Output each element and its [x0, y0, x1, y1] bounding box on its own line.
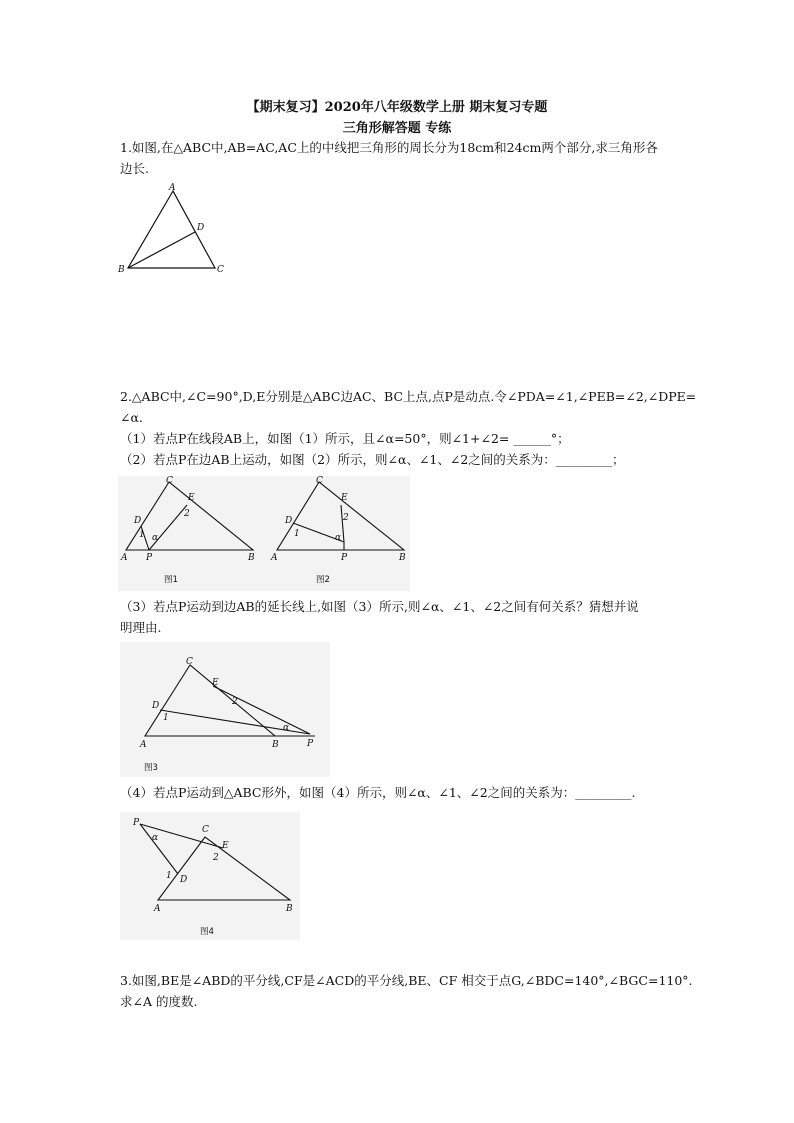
fig1-label-D: D — [134, 516, 142, 526]
fig1-angle-alpha: α — [152, 533, 159, 543]
fig4-angle-1: 1 — [166, 871, 172, 881]
fig4-caption: 图4 — [200, 927, 214, 937]
fig2-angle-alpha: α — [335, 533, 342, 543]
fig1-label-P: P — [146, 553, 153, 563]
fig2-angle-1: 1 — [294, 529, 300, 539]
q2-part-2: （2）若点P在边AB上运动，如图（2）所示，则∠α、∠1、∠2之间的关系为：_________； — [120, 452, 625, 467]
q1-text-line-2: 边长. — [120, 161, 149, 176]
fig4-angle-alpha: α — [152, 833, 159, 843]
title-line-1: 【期末复习】2020年八年级数学上册 期末复习专题 — [246, 100, 548, 115]
fig2-label-E: E — [341, 493, 348, 503]
fig4-label-B: B — [286, 904, 293, 914]
q1-label-C: C — [217, 265, 224, 275]
q2-part-3-line-1: （3）若点P运动到边AB的延长线上,如图（3）所示,则∠α、∠1、∠2之间有何关系？猜想并说 — [120, 599, 639, 614]
fig4-label-A: A — [154, 904, 161, 914]
q1-text-line-1: 1.如图,在△ABC中,AB=AC,AC上的中线把三角形的周长分为18cm和24cm两个部分,求三角形各 — [120, 140, 658, 155]
q2-figure-2 — [268, 476, 410, 591]
fig3-angle-2: 2 — [232, 697, 238, 707]
fig3-label-P: P — [307, 739, 314, 749]
q1-figure — [115, 182, 235, 277]
q1-label-B: B — [118, 265, 125, 275]
q2-figure-3 — [120, 642, 330, 777]
q3-text-line-2: 求∠A 的度数. — [120, 994, 198, 1009]
q2-part-1: （1）若点P在线段AB上，如图（1）所示，且∠α=50°，则∠1+∠2= ______°； — [120, 431, 570, 446]
fig3-label-A: A — [140, 740, 147, 750]
fig3-label-B: B — [272, 740, 279, 750]
fig3-caption: 图3 — [144, 763, 158, 773]
q2-part-4: （4）若点P运动到△ABC形外，如图（4）所示，则∠α、∠1、∠2之间的关系为：_________. — [120, 785, 636, 800]
fig1-label-A: A — [121, 553, 128, 563]
fig1-label-C: C — [166, 476, 173, 486]
fig4-label-C: C — [202, 825, 209, 835]
fig2-label-C: C — [316, 476, 323, 486]
q2-part-3-line-2: 明理由. — [120, 620, 162, 635]
fig1-caption: 图1 — [164, 575, 178, 585]
fig2-label-D: D — [285, 516, 293, 526]
q2-figure-1 — [118, 476, 270, 591]
fig2-label-B: B — [399, 553, 406, 563]
fig2-label-A: A — [271, 553, 278, 563]
title-line-2: 三角形解答题 专练 — [342, 121, 452, 136]
fig1-label-B: B — [248, 553, 255, 563]
fig4-angle-2: 2 — [213, 853, 219, 863]
q2-text-line-1: 2.△ABC中,∠C=90°,D,E分别是△ABC边AC、BC上点,点P是动点.令∠PDA=∠1,∠PEB=∠2,∠DPE= — [120, 389, 697, 404]
q2-text-line-2: ∠α. — [120, 410, 143, 425]
q1-label-D: D — [197, 223, 205, 233]
fig2-angle-2: 2 — [343, 513, 349, 523]
fig1-angle-1: 1 — [139, 530, 145, 540]
fig3-angle-alpha: α — [283, 723, 290, 733]
q3-text-line-1: 3.如图,BE是∠ABD的平分线,CF是∠ACD的平分线,BE、CF 相交于点G,∠BDC=140°,∠BGC=110°. — [120, 973, 693, 988]
fig3-label-E: E — [212, 678, 219, 688]
fig2-label-P: P — [341, 553, 348, 563]
fig3-label-C: C — [186, 657, 193, 667]
q1-label-A: A — [169, 183, 176, 193]
fig1-angle-2: 2 — [184, 509, 190, 519]
fig1-label-E: E — [188, 493, 195, 503]
fig4-label-P: P — [133, 818, 140, 828]
fig4-label-D: D — [180, 875, 188, 885]
fig3-angle-1: 1 — [163, 713, 169, 723]
fig4-label-E: E — [222, 841, 229, 851]
q2-figure-4 — [120, 812, 300, 940]
fig3-label-D: D — [152, 701, 160, 711]
fig2-caption: 图2 — [316, 575, 330, 585]
